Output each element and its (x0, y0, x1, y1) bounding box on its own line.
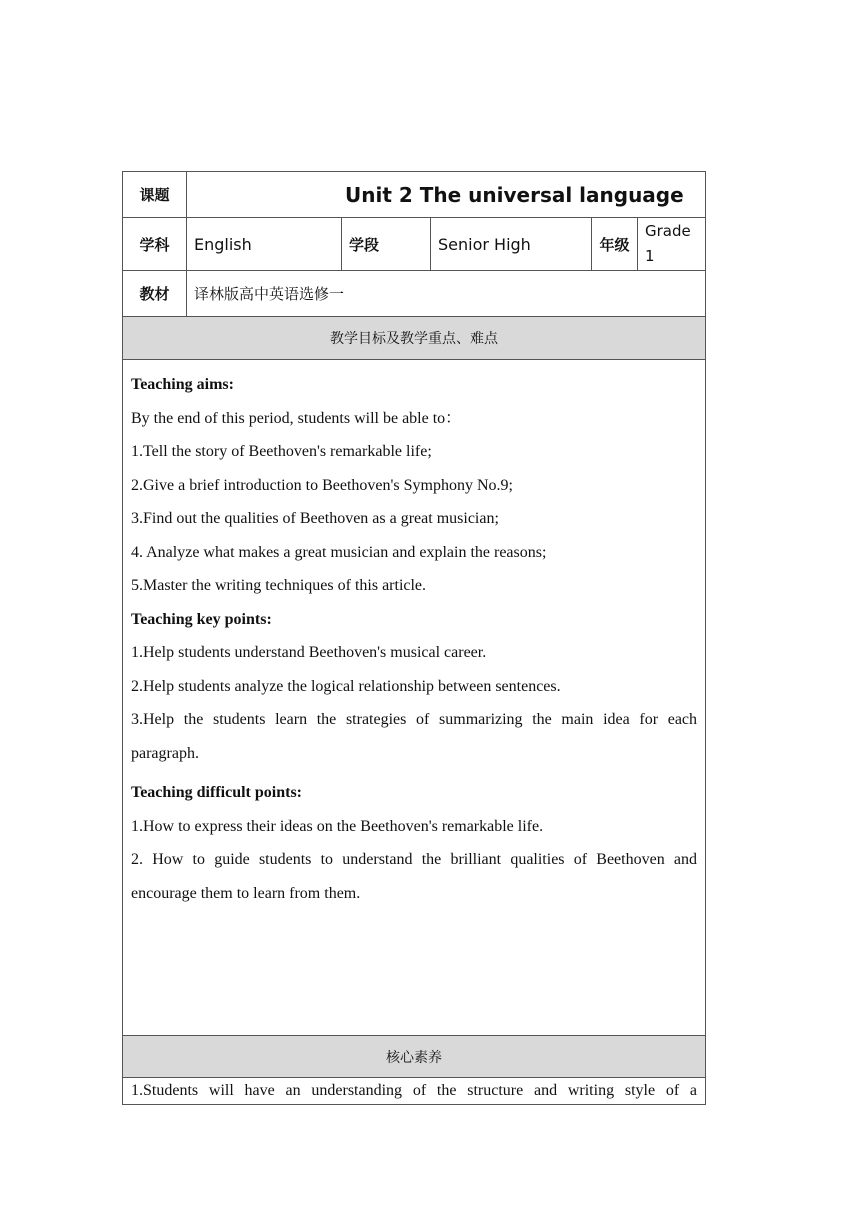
teaching-aims-heading: Teaching aims: (131, 376, 234, 393)
lesson-plan-table (122, 171, 706, 1105)
core-content (123, 1078, 706, 1105)
topic-label: 课题 (123, 172, 187, 218)
textbook-value: 译林版高中英语选修一 (187, 271, 706, 317)
textbook-label: 教材 (123, 271, 187, 317)
grade-label: 年级 (592, 218, 638, 271)
teaching-aims-intro: By the end of this period, students will be able to： (131, 409, 462, 427)
goals-content (123, 360, 706, 1036)
section-header-core: 核心素养 (123, 1036, 706, 1078)
stage-label: 学段 (342, 218, 431, 271)
grade-value-line1: Grade (645, 222, 691, 240)
key-point-item: 1.Help students understand Beethoven's musical career. (131, 644, 487, 661)
key-point-item: 2.Help students analyze the logical relationship between sentences. (131, 677, 561, 695)
difficult-points-heading: Teaching difficult points: (131, 784, 302, 801)
aim-item: 5.Master the writing techniques of this article. (131, 577, 427, 594)
stage-value: Senior High (431, 218, 592, 271)
subject-value: English (187, 218, 342, 271)
grade-value-line2: 1 (645, 247, 655, 265)
key-points-heading: Teaching key points: (131, 610, 272, 628)
aim-item: 1.Tell the story of Beethoven's remarkable life; (131, 443, 432, 460)
difficult-point-item: 2. How to guide students to understand the brilliant qualities of Beethoven and encourage them to learn from them. (131, 851, 698, 902)
subject-label: 学科 (123, 218, 187, 271)
grade-value (638, 218, 706, 271)
key-point-item: 3.Help the students learn the strategies of summarizing the main idea for each paragraph. (131, 711, 698, 762)
difficult-point-item: 1.How to express their ideas on the Beethoven's remarkable life. (131, 817, 544, 835)
aim-item: 3.Find out the qualities of Beethoven as a great musician; (131, 510, 499, 527)
core-item: 1.Students will have an understanding of the structure and writing style of a (131, 1082, 698, 1099)
lesson-title: Unit 2 The universal language (187, 172, 706, 218)
aim-item: 4. Analyze what makes a great musician and explain the reasons; (131, 543, 547, 561)
section-header-goals: 教学目标及教学重点、难点 (123, 317, 706, 360)
aim-item: 2.Give a brief introduction to Beethoven's Symphony No.9; (131, 476, 513, 494)
